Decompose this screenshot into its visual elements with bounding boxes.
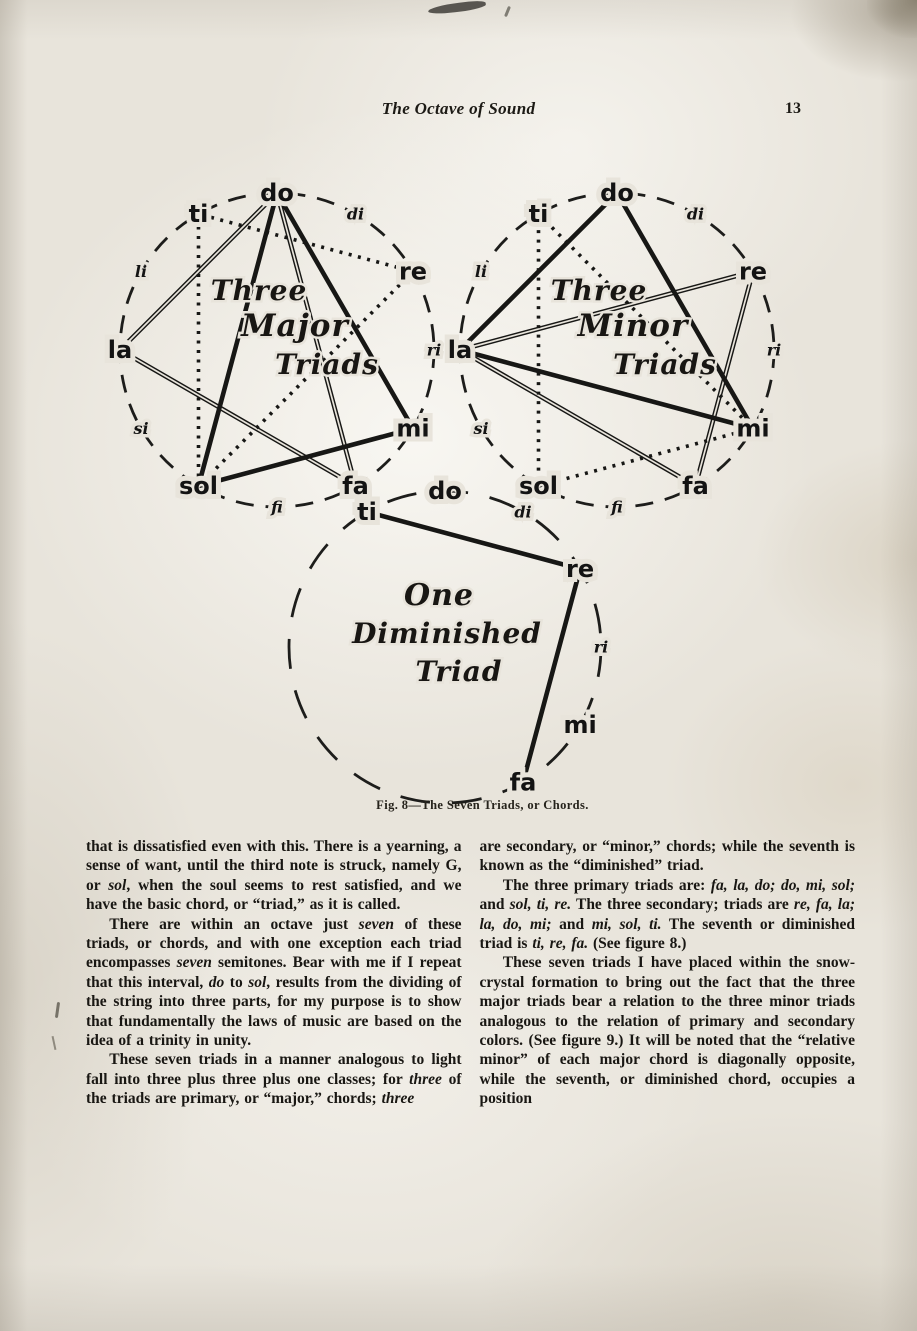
body-text <box>86 837 855 1109</box>
circle-title-line: Triad <box>415 655 503 688</box>
text: that is dissatisfied even with this. There is a yearning, a sense of want, until the third note is struck, namely G, or <box>86 838 462 894</box>
figure-caption: Fig. 8—The Seven Triads, or Chords. <box>376 798 589 812</box>
italic-text: sol <box>248 973 267 991</box>
circle-title-line: Major <box>241 308 349 344</box>
text: of these triads, or chords, and with one exception each triad encompasses <box>86 915 462 972</box>
circle-title-line: Triads <box>613 348 717 381</box>
text: These seven triads I have placed within the snow-crystal formation to bring out the fact that the three major triads bear a relation to the three minor triads analogous to the relation of primary and secondary colors. (See figure 9.) It will be noted that the “relative minor” of each major chord is diagonally opposite, while the seventh, or diminished chord, occupies a position <box>479 954 855 1108</box>
italic-text: sol, ti, re. <box>509 896 572 914</box>
circle-three-major-triads <box>108 179 441 516</box>
note-label-sol: sol <box>519 472 558 501</box>
italic-text: ti, re, fa. <box>532 935 589 953</box>
page-number: 13 <box>785 100 801 117</box>
paragraph <box>480 876 856 954</box>
text: to <box>224 973 249 991</box>
text: , results from the dividing of the string into three parts, for my purpose is to show that fundamentally the laws of music are based on the idea of a trinity in unity. <box>86 973 462 1050</box>
circle-title-line: Three <box>550 274 648 307</box>
note-label-ti: ti <box>528 200 549 229</box>
circle-title-line: Three <box>210 274 308 307</box>
text-column-left <box>86 837 462 1109</box>
note-label-ri: ri <box>766 340 782 360</box>
text: are secondary, or “minor,” chords; while the seventh is known as the “diminished” triad. <box>479 838 855 875</box>
note-label-la: la <box>107 336 133 365</box>
note-label-ti: ti <box>357 498 377 527</box>
paragraph <box>86 915 462 1051</box>
note-label-mi: mi <box>563 711 597 740</box>
note-label-re: re <box>398 257 428 286</box>
note-label-di: di <box>686 204 705 224</box>
italic-text: fa, la, do; do, mi, sol; <box>710 876 855 894</box>
note-label-mi: mi <box>396 414 430 443</box>
circle-title-line: Diminished <box>352 617 542 650</box>
note-label-re: re <box>566 555 595 584</box>
text: , when the soul seems to rest satisfied, and we have the basic chord, or “triad,” as it is called. <box>86 876 462 914</box>
note-label-si: si <box>473 418 489 438</box>
paragraph <box>86 1050 462 1108</box>
text: The three primary triads are: <box>502 876 711 894</box>
note-label-fa: fa <box>682 472 709 501</box>
italic-text: mi, sol, ti. <box>591 915 662 933</box>
note-label-do: do <box>260 179 294 208</box>
note-label-re: re <box>738 257 768 286</box>
note-label-si: si <box>133 418 149 438</box>
paragraph <box>480 837 856 876</box>
note-label-ti: ti <box>188 200 209 229</box>
text: There are within an octave just <box>109 915 359 933</box>
italic-text: seven <box>176 954 212 972</box>
italic-text: three <box>409 1070 442 1088</box>
text: semitones. Bear with me if I repeat that this interval, <box>86 954 462 991</box>
circle-title-line: One <box>403 578 475 613</box>
circle-one-diminished-triad <box>289 477 608 803</box>
note-label-mi: mi <box>736 414 770 443</box>
note-label-li: li <box>134 261 148 281</box>
text-column-right <box>480 837 856 1109</box>
note-label-ri: ri <box>593 637 609 657</box>
italic-text: seven <box>358 915 394 933</box>
italic-text: sol <box>108 876 127 894</box>
text: These seven triads in a manner analogous to light fall into three plus three plus one classes; for <box>86 1051 462 1088</box>
note-label-sol: sol <box>179 472 218 501</box>
note-label-fa: fa <box>342 472 369 501</box>
note-label-do: do <box>428 477 462 506</box>
italic-text: re, fa, la; la, do, mi; <box>479 896 855 933</box>
note-label-fa: fa <box>509 768 537 797</box>
text: and <box>479 896 510 914</box>
circle-three-minor-triads <box>448 179 781 516</box>
paper-mark <box>55 1002 60 1018</box>
italic-text: do <box>208 973 225 991</box>
circle-title-line: Minor <box>577 308 689 344</box>
note-label-di: di <box>514 502 532 522</box>
note-label-li: li <box>474 261 488 281</box>
note-label-do: do <box>600 179 634 208</box>
text: (See figure 8.) <box>588 935 687 953</box>
italic-text: three <box>381 1090 415 1108</box>
note-label-ri: ri <box>426 340 442 360</box>
note-label-di: di <box>346 204 365 224</box>
running-title: The Octave of Sound <box>381 99 536 118</box>
circle-title-line: Triads <box>275 348 379 381</box>
text: The three secondary; triads are <box>571 896 794 914</box>
paragraph <box>86 837 462 915</box>
paper-mark <box>52 1036 57 1050</box>
note-label-la: la <box>447 336 473 365</box>
note-label-fi: fi <box>611 497 623 517</box>
text: and <box>551 915 592 933</box>
paragraph <box>480 953 856 1108</box>
text: of the triads are primary, or “major,” chords; <box>86 1070 462 1108</box>
note-label-fi: fi <box>271 497 283 517</box>
text: The seventh or diminished triad is <box>479 915 855 953</box>
